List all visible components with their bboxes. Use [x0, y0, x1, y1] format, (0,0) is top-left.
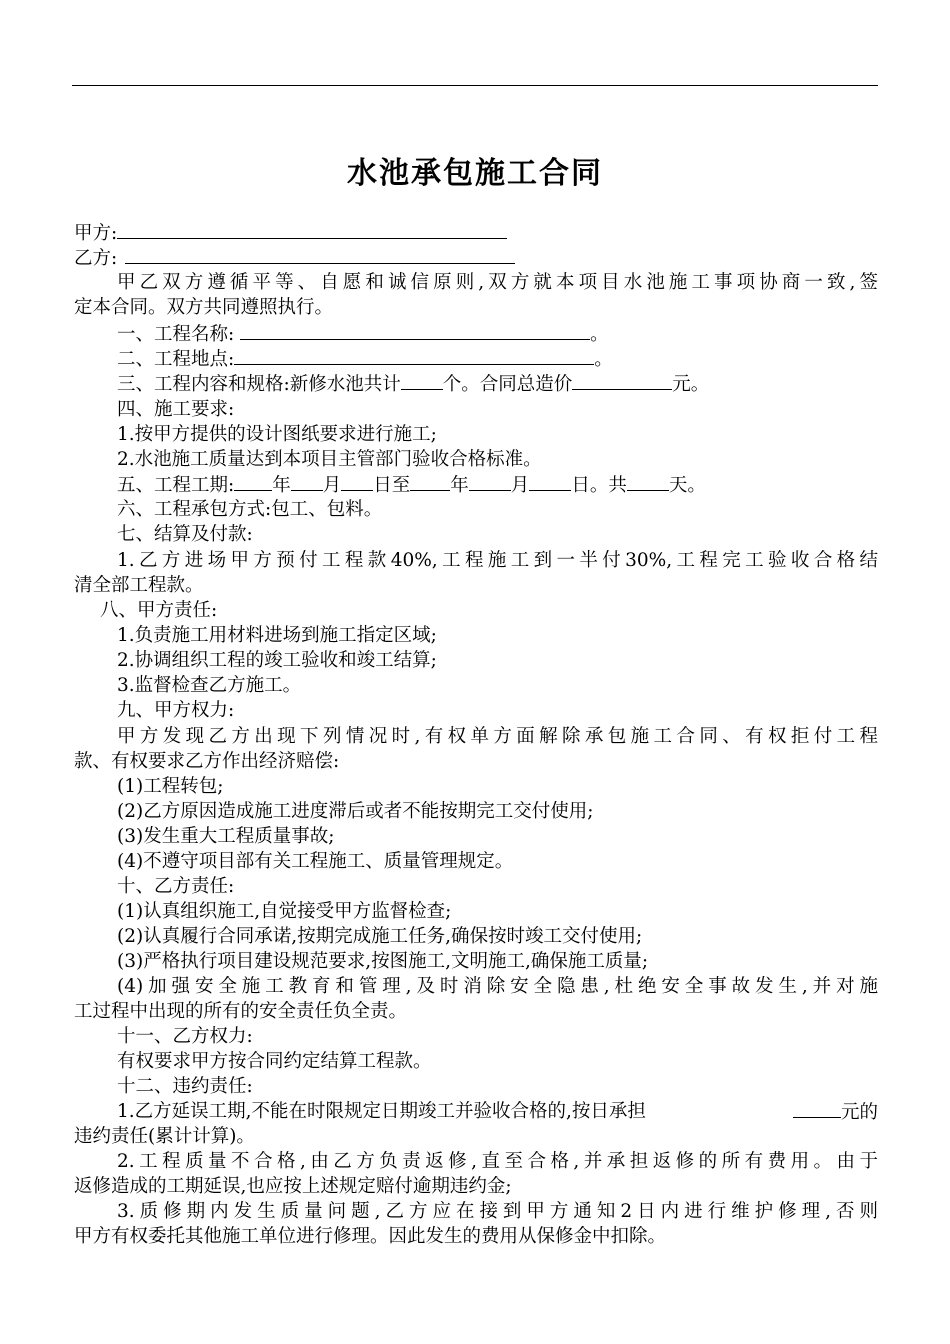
- party-b-line: [74, 245, 515, 272]
- section-12-item-3b: 甲方有权委托其他施工单位进行修理。因此发生的费用从保修金中扣除。: [74, 1226, 667, 1247]
- section-1-label: 一、工程名称:: [117, 324, 235, 345]
- start-year-blank: [234, 472, 272, 491]
- party-a-line: [74, 220, 507, 247]
- days-label: 天。: [668, 475, 706, 496]
- section-7-heading: 七、结算及付款:: [117, 524, 253, 545]
- project-location-blank: [234, 346, 594, 365]
- end-day-blank: [529, 472, 571, 491]
- section-2: [117, 346, 613, 373]
- section-4-item-2: 2.水池施工质量达到本项目主管部门验收合格标准。: [117, 449, 542, 470]
- section-9-item-2: (2)乙方原因造成施工进度滞后或者不能按期完工交付使用;: [117, 801, 594, 822]
- section-12-item-1b: 违约责任(累计计算)。: [74, 1126, 255, 1147]
- section-8-item-2: 2.协调组织工程的竣工验收和竣工结算;: [117, 650, 437, 671]
- section-10-item-4b: 工过程中出现的所有的安全责任负全责。: [74, 1001, 408, 1022]
- section-9-heading: 九、甲方权力:: [117, 700, 235, 721]
- section-8-heading: 八、甲方责任:: [100, 600, 218, 621]
- section-3-text-b: 个。合同总造价: [442, 374, 573, 395]
- section-9-text-a: 甲方发现乙方出现下列情况时,有权单方面解除承包施工合同、有权拒付工程: [117, 726, 878, 747]
- month-label-2: 月: [510, 475, 530, 496]
- section-10-item-4a: (4)加强安全施工教育和管理,及时消除安全隐患,杜绝安全事故发生,并对施: [117, 976, 878, 997]
- party-b-blank: [125, 245, 515, 264]
- end-year-blank: [410, 472, 450, 491]
- section-12-item-1a-text: 1.乙方延误工期,不能在时限规定日期竣工并验收合格的,按日承担: [117, 1101, 646, 1122]
- section-7-item-1b: 清全部工程款。: [74, 575, 204, 596]
- section-10-heading: 十、乙方责任:: [117, 876, 235, 897]
- section-7-item-1a: 1.乙方进场甲方预付工程款40%,工程施工到一半付30%,工程完工验收合格结: [117, 550, 878, 571]
- day-total-label: 日。共: [571, 475, 627, 496]
- section-12-item-1a: [117, 1099, 878, 1126]
- month-label: 月: [322, 475, 342, 496]
- start-day-blank: [341, 472, 373, 491]
- section-3-text-c: 元。: [672, 374, 710, 395]
- section-4-item-1: 1.按甲方提供的设计图纸要求进行施工;: [117, 424, 437, 445]
- section-10-item-1: (1)认真组织施工,自觉接受甲方监督检查;: [117, 901, 452, 922]
- intro-line-2: 定本合同。双方共同遵照执行。: [74, 297, 334, 318]
- section-3: [117, 371, 709, 398]
- section-8-item-3: 3.监督检查乙方施工。: [117, 675, 302, 696]
- section-12-item-2a: 2.工程质量不合格,由乙方负责返修,直至合格,并承担返修的所有费用。由于: [117, 1151, 878, 1172]
- section-4-heading: 四、施工要求:: [117, 399, 235, 420]
- party-a-label: 甲方:: [74, 223, 118, 244]
- section-12-item-1a-end: 元的: [840, 1102, 878, 1123]
- party-b-label: 乙方:: [74, 248, 118, 269]
- party-a-blank: [117, 220, 507, 239]
- header-rule: [72, 85, 878, 86]
- section-1: [117, 321, 609, 348]
- section-11-text: 有权要求甲方按合同约定结算工程款。: [117, 1051, 432, 1072]
- daily-penalty-blank: [793, 1099, 841, 1118]
- day-to-label: 日至: [373, 475, 411, 496]
- section-12-heading: 十二、违约责任:: [117, 1076, 253, 1097]
- section-9-item-4: (4)不遵守项目部有关工程施工、质量管理规定。: [117, 851, 514, 872]
- year-label: 年: [272, 475, 291, 496]
- section-9-item-3: (3)发生重大工程质量事故;: [117, 826, 335, 847]
- section-11-heading: 十一、乙方权力:: [117, 1026, 253, 1047]
- section-5: [117, 472, 706, 499]
- start-month-blank: [291, 472, 323, 491]
- section-5-label: 五、工程工期:: [117, 475, 235, 496]
- pool-count-blank: [401, 371, 443, 390]
- section-2-label: 二、工程地点:: [117, 349, 235, 370]
- section-1-end: 。: [590, 324, 609, 345]
- end-month-blank: [469, 472, 511, 491]
- section-9-item-1: (1)工程转包;: [117, 776, 224, 797]
- intro-line-1: 甲乙双方遵循平等、自愿和诚信原则,双方就本项目水池施工事项协商一致,签: [117, 272, 878, 293]
- document-title: 水池承包施工合同: [347, 156, 603, 191]
- year-label-2: 年: [450, 475, 469, 496]
- total-days-blank: [627, 472, 669, 491]
- section-8-item-1: 1.负责施工用材料进场到施工指定区域;: [117, 625, 437, 646]
- section-2-end: 。: [594, 349, 613, 370]
- section-12-item-3a: 3.质修期内发生质量问题,乙方应在接到甲方通知2日内进行维护修理,否则: [117, 1201, 878, 1222]
- section-6: 六、工程承包方式:包工、包料。: [117, 499, 383, 520]
- project-name-blank: [240, 321, 590, 340]
- section-9-text-b: 款、有权要求乙方作出经济赔偿:: [74, 751, 340, 772]
- section-3-text-a: 三、工程内容和规格:新修水池共计: [117, 374, 401, 395]
- section-10-item-2: (2)认真履行合同承诺,按期完成施工任务,确保按时竣工交付使用;: [117, 926, 643, 947]
- section-12-item-2b: 返修造成的工期延误,也应按上述规定赔付逾期违约金;: [74, 1176, 512, 1197]
- section-10-item-3: (3)严格执行项目建设规范要求,按图施工,文明施工,确保施工质量;: [117, 951, 649, 972]
- total-price-blank: [572, 371, 672, 390]
